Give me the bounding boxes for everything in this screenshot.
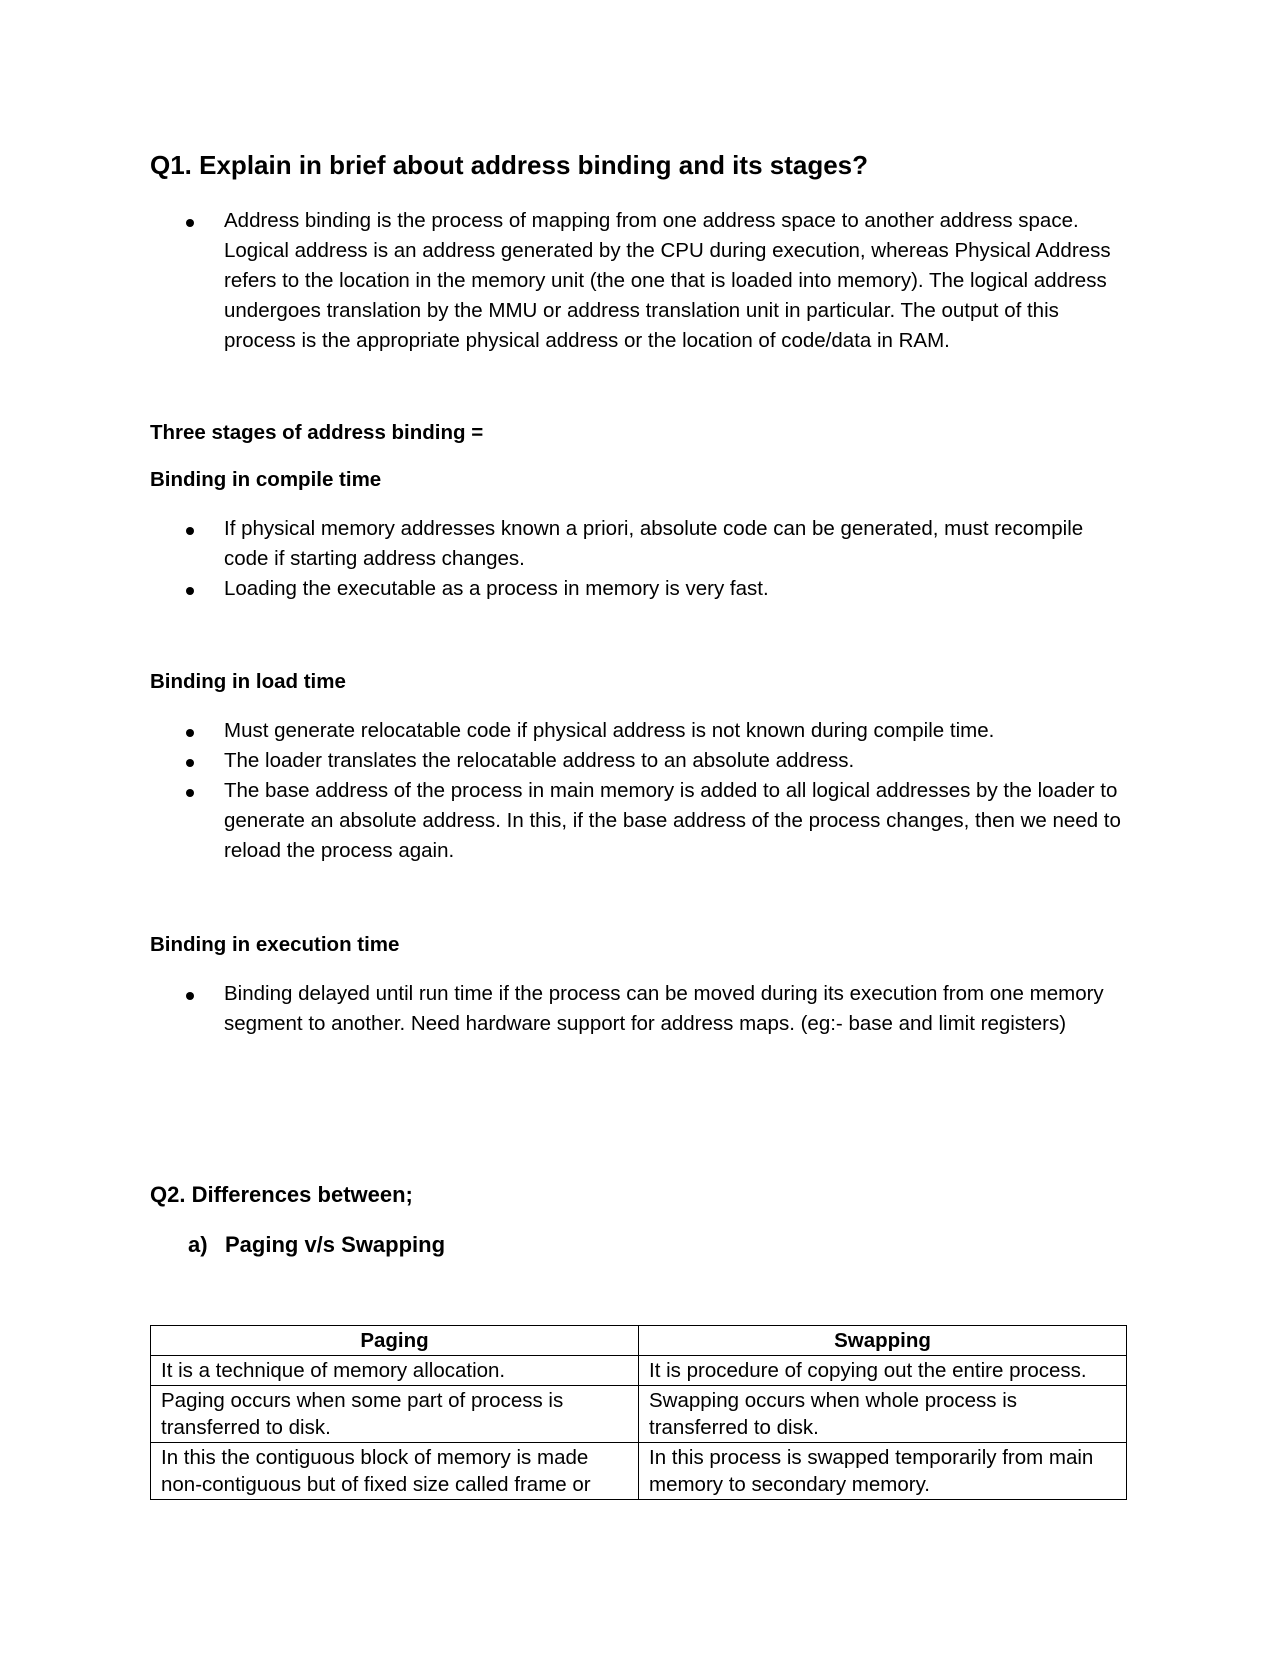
load-time-heading: Binding in load time	[150, 670, 346, 693]
q2-sub-heading: Paging v/s Swapping	[225, 1232, 446, 1257]
list-item	[186, 206, 1126, 356]
q1-intro-text: Address binding is the process of mapping from one address space to another address space. Logical address is an address generated by the CPU during execution, whereas Physical Address refers to the location in the memory unit (the one that is loaded into memory). The logical address undergoes translation by the MMU or address translation unit in particular. The output of this process is the appropriate physical address or the location of code/data in RAM.	[224, 209, 1111, 352]
column-header-paging: Paging	[151, 1326, 639, 1356]
stages-heading: Three stages of address binding =	[150, 421, 484, 444]
bullet-text: The loader translates the relocatable address to an absolute address.	[224, 749, 855, 772]
bullet-text: Must generate relocatable code if physical address is not known during compile time.	[224, 719, 995, 742]
column-header-swapping: Swapping	[639, 1326, 1127, 1356]
table-cell: In this process is swapped temporarily from main memory to secondary memory.	[639, 1443, 1127, 1500]
bullet-text: Loading the executable as a process in memory is very fast.	[224, 577, 769, 600]
comparison-table	[150, 1325, 1127, 1500]
bullet-text: If physical memory addresses known a priori, absolute code can be generated, must recompile code if starting address changes.	[224, 517, 1084, 570]
list-item	[186, 574, 1126, 604]
table-row	[151, 1356, 1127, 1386]
bullet-icon	[186, 527, 194, 535]
execution-time-heading: Binding in execution time	[150, 933, 400, 956]
bullet-text: Binding delayed until run time if the process can be moved during its execution from one memory segment to another. Need hardware support for address maps. (eg:- base and limit registers)	[224, 982, 1104, 1035]
list-item	[186, 979, 1126, 1039]
q2-heading: Q2. Differences between;	[150, 1182, 413, 1207]
list-item	[186, 514, 1126, 574]
bullet-icon	[186, 759, 194, 767]
compile-time-list	[186, 514, 1126, 604]
table-row	[151, 1443, 1127, 1500]
bullet-icon	[186, 789, 194, 797]
execution-time-list	[186, 979, 1126, 1039]
compile-time-heading: Binding in compile time	[150, 468, 382, 491]
list-item	[186, 776, 1126, 866]
bullet-icon	[186, 587, 194, 595]
table-cell: It is procedure of copying out the entire process.	[639, 1356, 1127, 1386]
q1-intro-list	[186, 206, 1126, 356]
table-cell: In this the contiguous block of memory is made non-contiguous but of fixed size called frame or	[151, 1443, 639, 1500]
table-row	[151, 1386, 1127, 1443]
table-cell: It is a technique of memory allocation.	[151, 1356, 639, 1386]
list-item	[186, 716, 1126, 746]
list-item	[186, 746, 1126, 776]
bullet-icon	[186, 992, 194, 1000]
bullet-icon	[186, 729, 194, 737]
table-cell: Paging occurs when some part of process is transferred to disk.	[151, 1386, 639, 1443]
bullet-text: The base address of the process in main memory is added to all logical addresses by the loader to generate an absolute address. In this, if the base address of the process changes, then we need to reload the process again.	[224, 779, 1121, 862]
load-time-list	[186, 716, 1126, 866]
table-header-row	[151, 1326, 1127, 1356]
table-cell: Swapping occurs when whole process is transferred to disk.	[639, 1386, 1127, 1443]
bullet-icon	[186, 219, 194, 227]
q1-heading: Q1. Explain in brief about address binding and its stages?	[150, 150, 869, 180]
q2-sub-marker: a)	[188, 1232, 208, 1257]
